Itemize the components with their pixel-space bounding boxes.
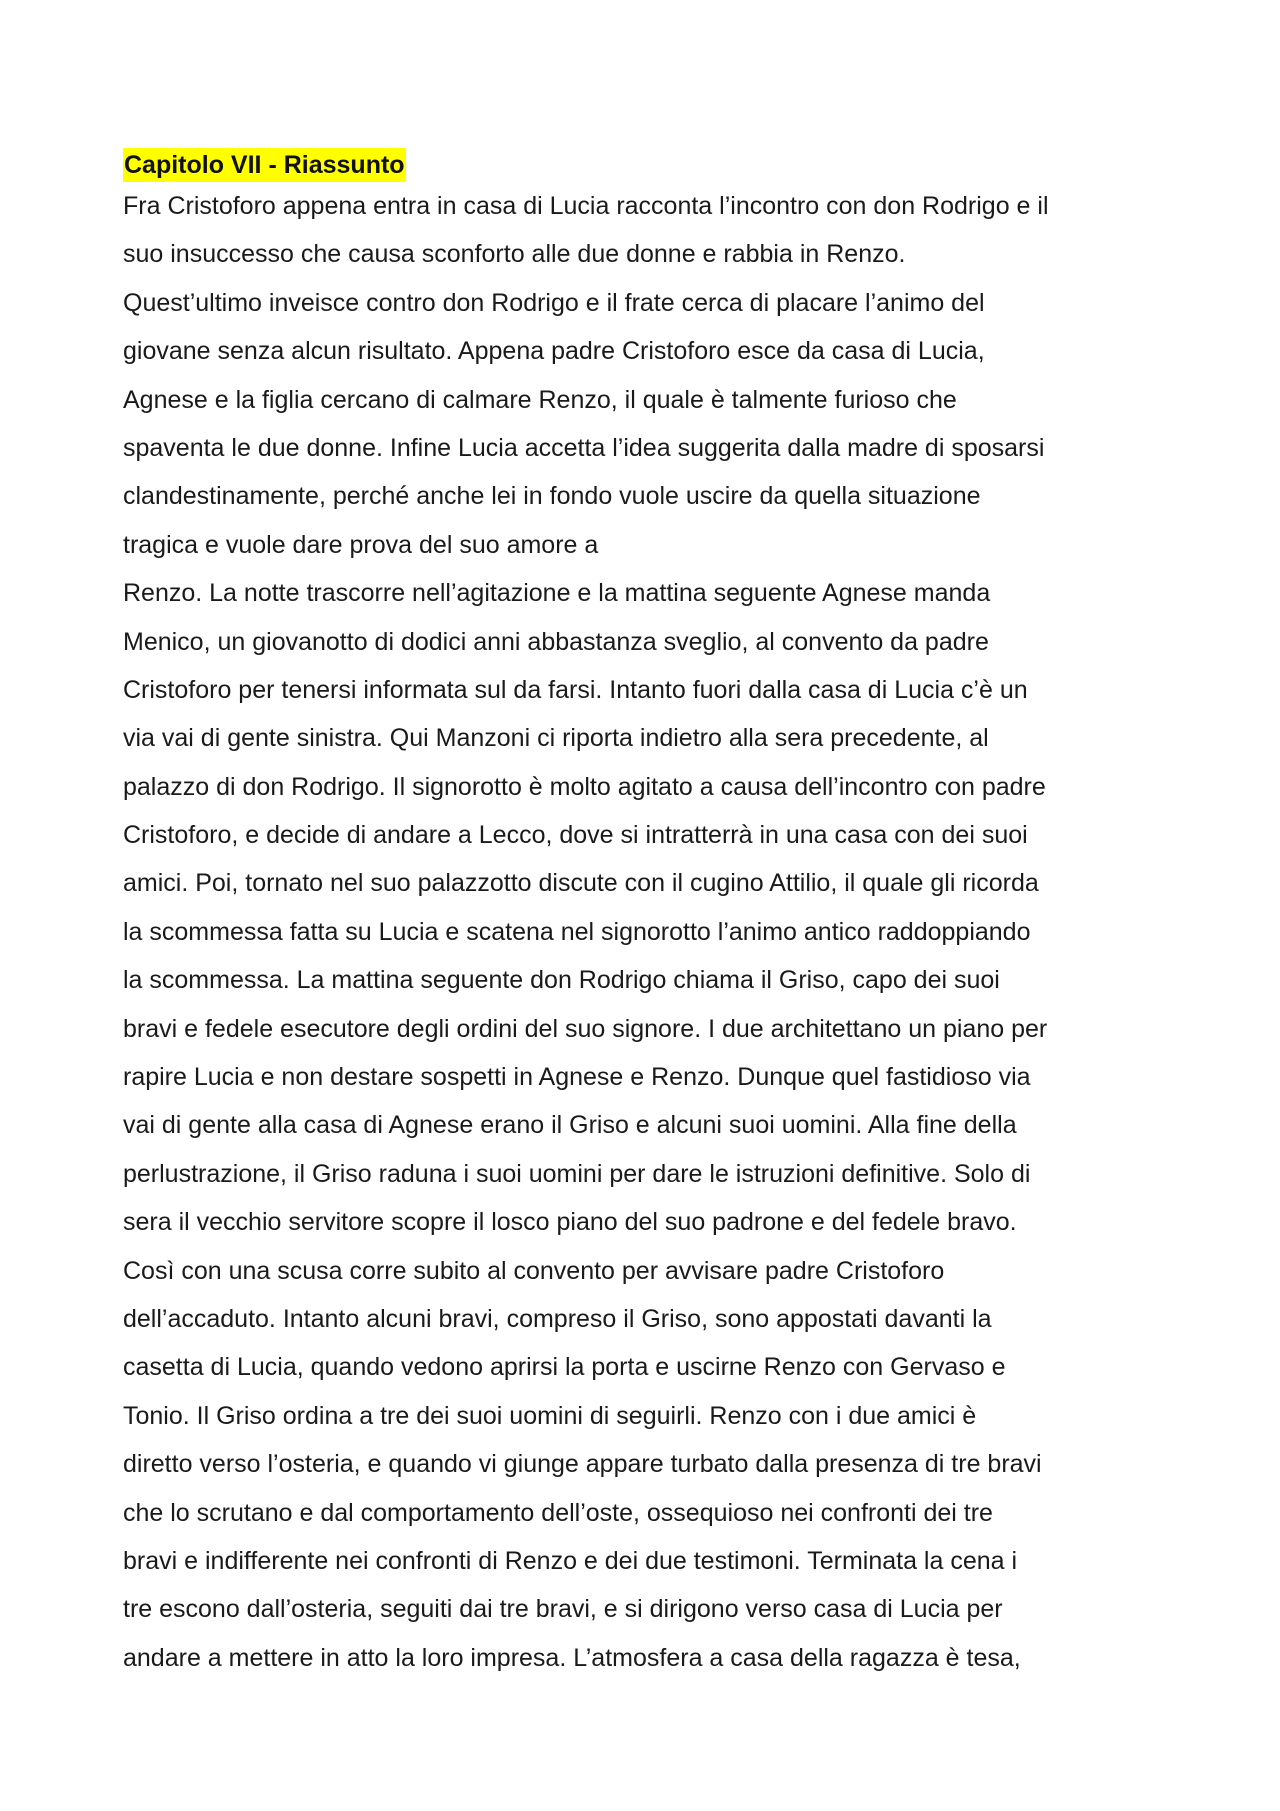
text-line: Renzo. La notte trascorre nell’agitazione e la mattina seguente Agnese manda [123, 579, 991, 608]
text-line: palazzo di don Rodrigo. Il signorotto è molto agitato a causa dell’incontro con padre [123, 772, 1046, 801]
text-line: diretto verso l’osteria, e quando vi giunge appare turbato dalla presenza di tre bravi [123, 1450, 1042, 1479]
text-line: Così con una scusa corre subito al convento per avvisare padre Cristoforo [123, 1256, 945, 1285]
text-line: tragica e vuole dare prova del suo amore a [123, 530, 599, 559]
summary-text [123, 182, 1183, 1682]
text-line: la scommessa. La mattina seguente don Rodrigo chiama il Griso, capo dei suoi [123, 966, 1000, 995]
text-line: Agnese e la figlia cercano di calmare Renzo, il quale è talmente furioso che [123, 385, 957, 414]
text-line: Tonio. Il Griso ordina a tre dei suoi uomini di seguirli. Renzo con i due amici è [123, 1401, 977, 1430]
chapter-title: Capitolo VII - Riassunto [123, 148, 406, 182]
text-line: bravi e fedele esecutore degli ordini del suo signore. I due architettano un piano per [123, 1014, 1048, 1043]
text-line: Menico, un giovanotto di dodici anni abbastanza sveglio, al convento da padre [123, 627, 989, 656]
text-line: la scommessa fatta su Lucia e scatena nel signorotto l’animo antico raddoppiando [123, 917, 1031, 946]
document-content [123, 144, 1183, 1682]
text-line: clandestinamente, perché anche lei in fondo vuole uscire da quella situazione [123, 482, 981, 511]
text-line: giovane senza alcun risultato. Appena padre Cristoforo esce da casa di Lucia, [123, 337, 985, 366]
text-line: che lo scrutano e dal comportamento dell’oste, ossequioso nei confronti dei tre [123, 1498, 993, 1527]
text-line: Cristoforo per tenersi informata sul da farsi. Intanto fuori dalla casa di Lucia c’è un [123, 675, 1028, 704]
text-line: dell’accaduto. Intanto alcuni bravi, compreso il Griso, sono appostati davanti la [123, 1304, 992, 1333]
text-line: spaventa le due donne. Infine Lucia accetta l’idea suggerita dalla madre di sposarsi [123, 433, 1045, 462]
text-line: casetta di Lucia, quando vedono aprirsi la porta e uscirne Renzo con Gervaso e [123, 1353, 1006, 1382]
text-line: perlustrazione, il Griso raduna i suoi uomini per dare le istruzioni definitive. Solo di [123, 1159, 1031, 1188]
text-line: Quest’ultimo inveisce contro don Rodrigo e il frate cerca di placare l’animo del [123, 288, 985, 317]
text-line: Fra Cristoforo appena entra in casa di Lucia racconta l’incontro con don Rodrigo e il [123, 192, 1049, 220]
text-line: tre escono dall’osteria, seguiti dai tre bravi, e si dirigono verso casa di Lucia per [123, 1595, 1003, 1624]
text-line: via vai di gente sinistra. Qui Manzoni ci riporta indietro alla sera precedente, al [123, 724, 989, 753]
text-line: Cristoforo, e decide di andare a Lecco, dove si intratterrà in una casa con dei suoi [123, 821, 1028, 850]
text-line: sera il vecchio servitore scopre il losco piano del suo padrone e del fedele bravo. [123, 1208, 1017, 1237]
text-line: amici. Poi, tornato nel suo palazzotto discute con il cugino Attilio, il quale gli ricorda [123, 869, 1039, 898]
text-line: andare a mettere in atto la loro impresa. L’atmosfera a casa della ragazza è tesa, [123, 1643, 1021, 1672]
text-line: suo insuccesso che causa sconforto alle due donne e rabbia in Renzo. [123, 240, 906, 269]
text-line: vai di gente alla casa di Agnese erano il Griso e alcuni suoi uomini. Alla fine della [123, 1111, 1017, 1140]
text-line: bravi e indifferente nei confronti di Renzo e dei due testimoni. Terminata la cena i [123, 1546, 1018, 1575]
text-line: rapire Lucia e non destare sospetti in Agnese e Renzo. Dunque quel fastidioso via [123, 1063, 1031, 1092]
